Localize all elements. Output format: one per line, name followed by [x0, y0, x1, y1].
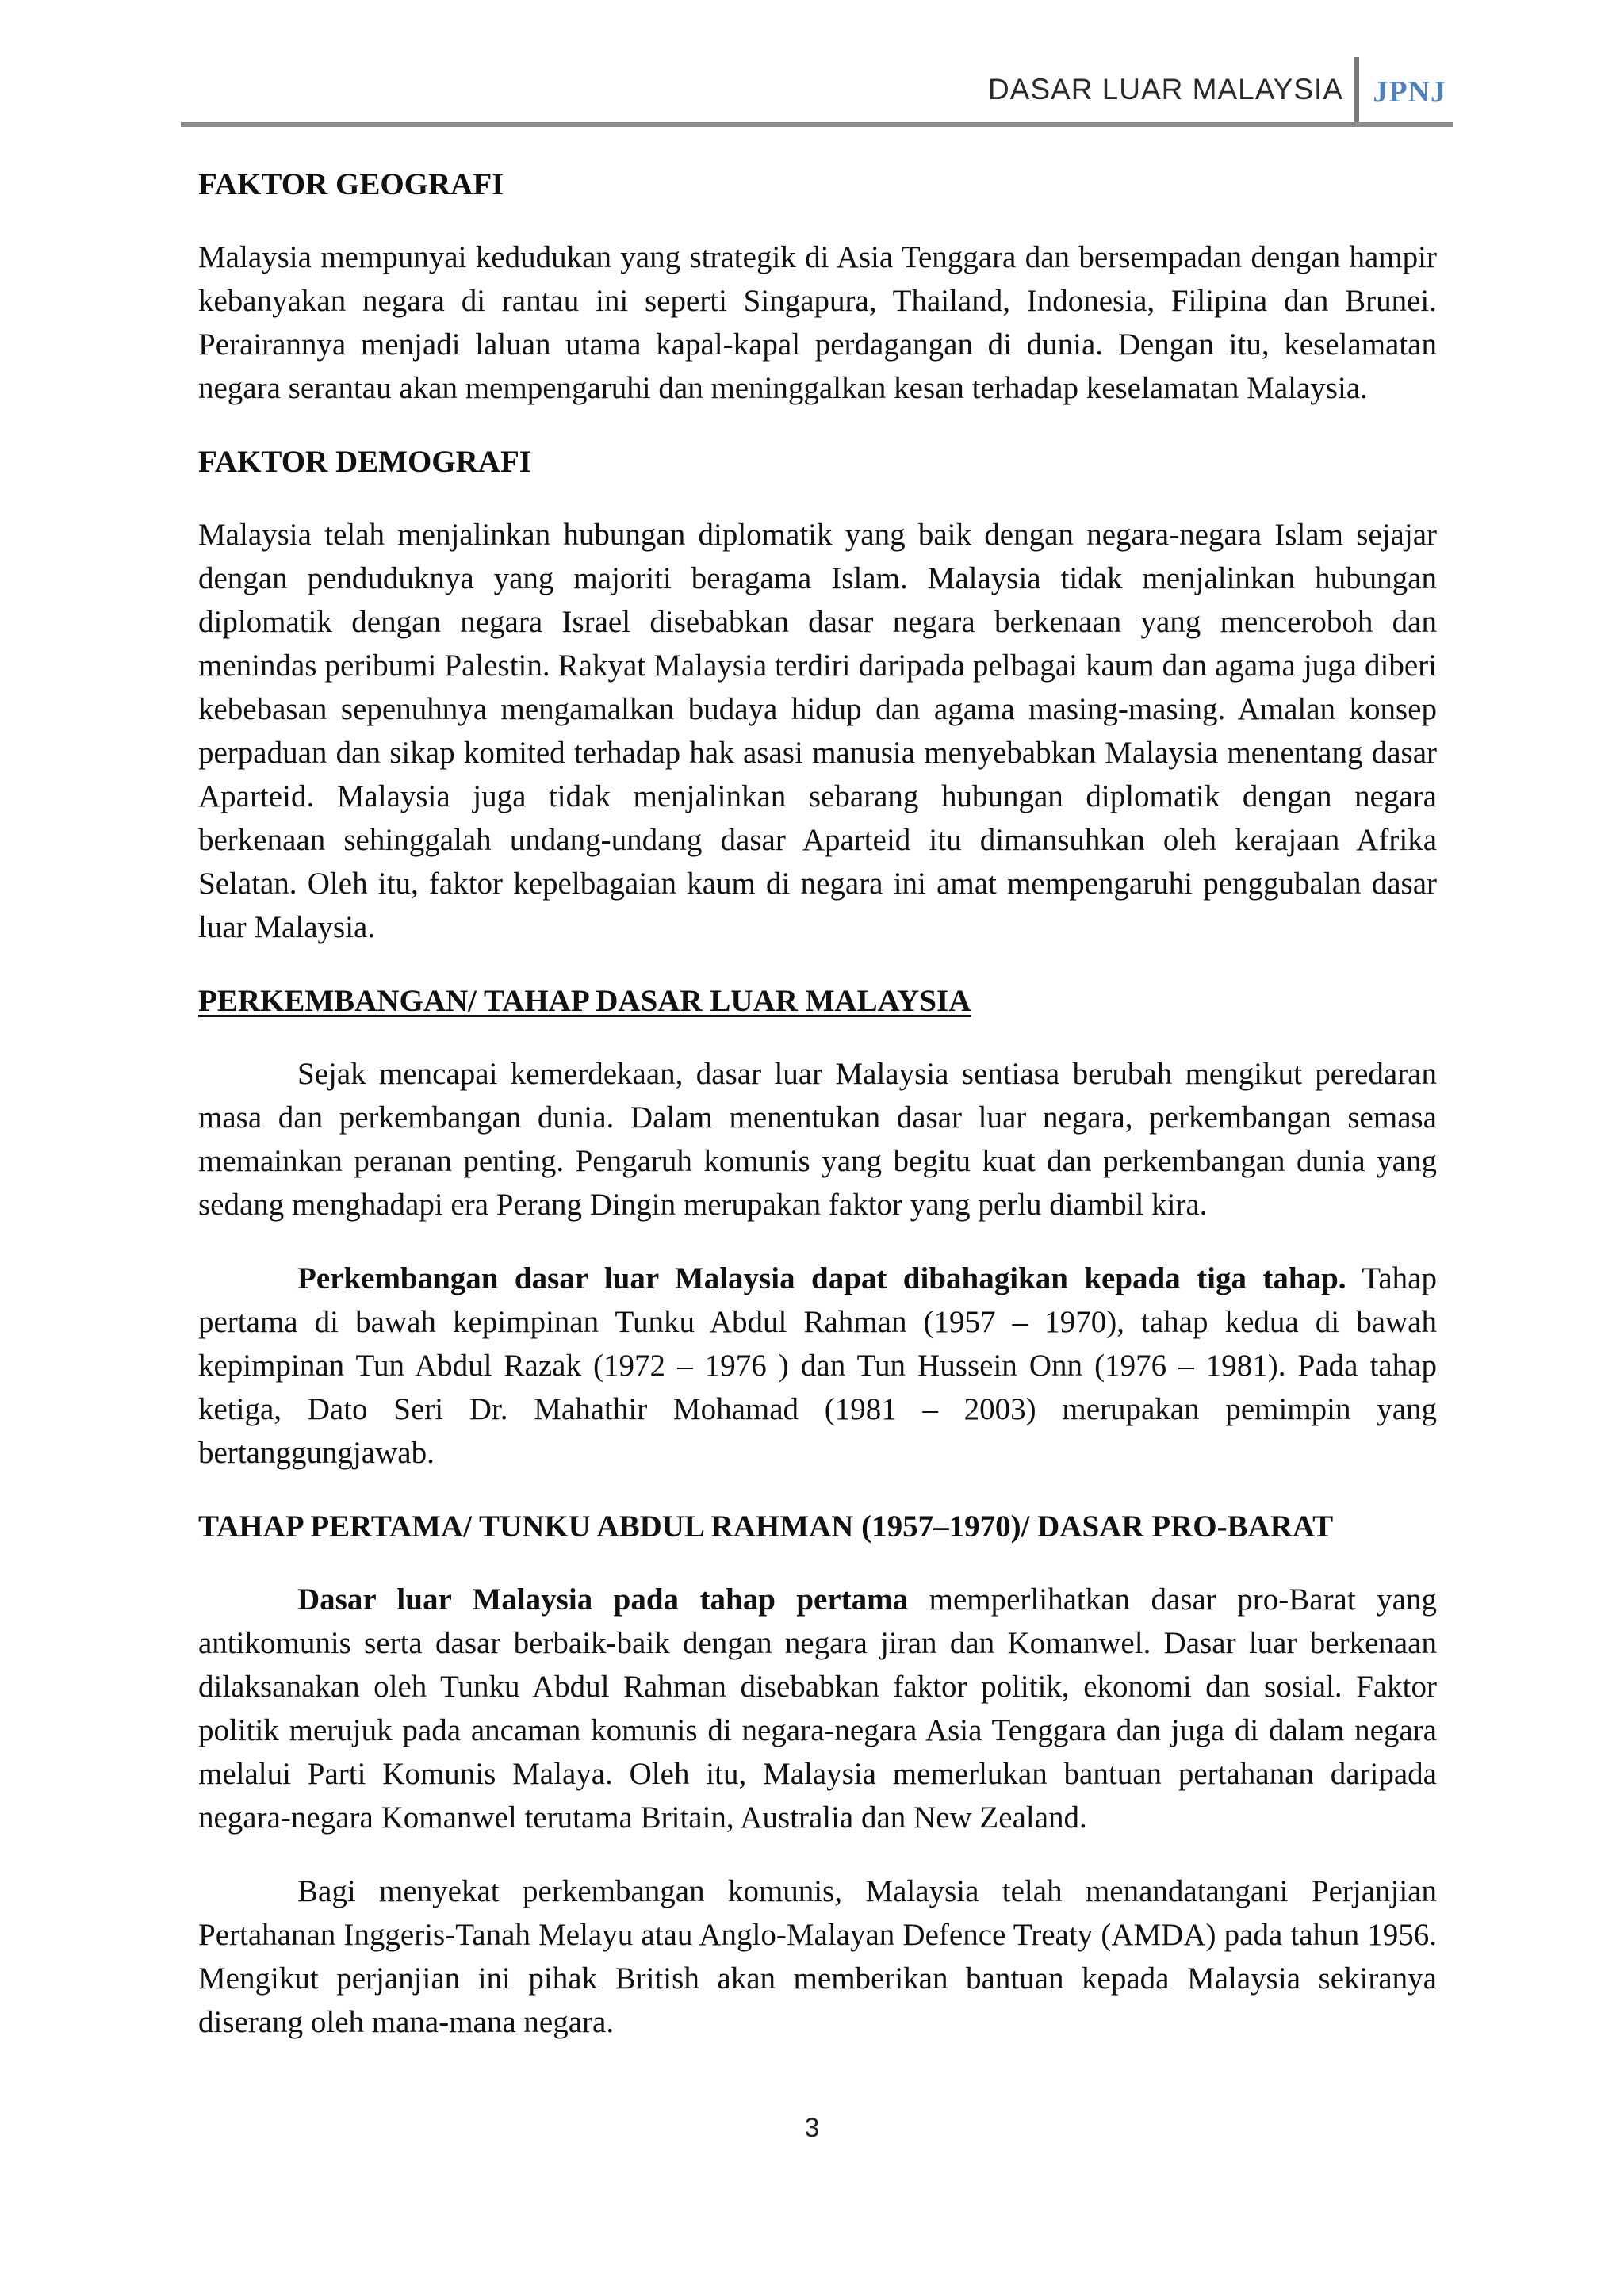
- header-rule: [181, 122, 1453, 127]
- page-header: [181, 57, 1453, 127]
- paragraph-perkembangan-2-rest: Tahap pertama di bawah kepimpinan Tunku Abdul Rahman (1957 – 1970), tahap kedua di bawah kepimpinan Tun Abdul Razak (1972 – 1976 ) dan Tun Hussein Onn (1976 – 1981). Pada tahap ketiga, Dato Seri Dr. Mahathir Mohamad (1981 – 2003) merupakan pemimpin yang bertanggungjawab.: [198, 1261, 1437, 1470]
- paragraph-perkembangan-2: [198, 1257, 1437, 1475]
- header-tag: JPNJ: [1373, 75, 1446, 109]
- header-title: DASAR LUAR MALAYSIA: [987, 73, 1343, 105]
- paragraph-faktor-geografi: Malaysia mempunyai kedudukan yang strategik di Asia Tenggara dan bersempadan dengan hampir kebanyakan negara di rantau ini seperti Singapura, Thailand, Indonesia, Filipina dan Brunei. Perairannya menjadi laluan utama kapal-kapal perdagangan di dunia. Dengan itu, keselamatan negara serantau akan mempengaruhi dan meninggalkan kesan terhadap keselamatan Malaysia.: [198, 240, 1437, 405]
- paragraph-tahap-pertama-1-rest: memperlihatkan dasar pro-Barat yang antikomunis serta dasar berbaik-baik dengan negara jiran dan Komanwel. Dasar luar berkenaan dilaksanakan oleh Tunku Abdul Rahman disebabkan faktor politik, ekonomi dan sosial. Faktor politik merujuk pada ancaman komunis di negara-negara Asia Tenggara dan juga di dalam negara melalui Parti Komunis Malaya. Oleh itu, Malaysia memerlukan bantuan pertahanan daripada negara-negara Komanwel terutama Britain, Australia dan New Zealand.: [198, 1582, 1437, 1835]
- heading-tahap-pertama: TAHAP PERTAMA/ TUNKU ABDUL RAHMAN (1957–1970)/ DASAR PRO-BARAT: [198, 1510, 1334, 1544]
- paragraph-perkembangan-2-bold: Perkembangan dasar luar Malaysia dapat dibahagikan kepada tiga tahap.: [297, 1261, 1346, 1295]
- paragraph-tahap-pertama-1: [198, 1578, 1437, 1839]
- header-divider: [1354, 57, 1359, 122]
- paragraph-perkembangan-1: Sejak mencapai kemerdekaan, dasar luar Malaysia sentiasa berubah mengikut peredaran masa dan perkembangan dunia. Dalam menentukan dasar luar negara, perkembangan semasa memainkan peranan penting. Pengaruh komunis yang begitu kuat dan perkembangan dunia yang sedang menghadapi era Perang Dingin merupakan faktor yang perlu diambil kira.: [198, 1057, 1437, 1222]
- heading-faktor-demografi: FAKTOR DEMOGRAFI: [198, 445, 531, 479]
- document-body: [198, 163, 1437, 2074]
- paragraph-tahap-pertama-1-bold: Dasar luar Malaysia pada tahap pertama: [297, 1582, 909, 1617]
- heading-perkembangan: PERKEMBANGAN/ TAHAP DASAR LUAR MALAYSIA: [198, 984, 971, 1018]
- page-number: 3: [804, 2113, 820, 2143]
- paragraph-tahap-pertama-2: Bagi menyekat perkembangan komunis, Malaysia telah menandatangani Perjanjian Pertahanan Inggeris-Tanah Melayu atau Anglo-Malayan Defence Treaty (AMDA) pada tahun 1956. Mengikut perjanjian ini pihak British akan memberikan bantuan kepada Malaysia sekiranya diserang oleh mana-mana negara.: [198, 1874, 1437, 2039]
- paragraph-faktor-demografi: Malaysia telah menjalinkan hubungan diplomatik yang baik dengan negara-negara Islam sejajar dengan penduduknya yang majoriti beragama Islam. Malaysia tidak menjalinkan hubungan diplomatik dengan negara Israel disebabkan dasar negara berkenaan yang menceroboh dan menindas peribumi Palestin. Rakyat Malaysia terdiri daripada pelbagai kaum dan agama juga diberi kebebasan sepenuhnya mengamalkan budaya hidup dan agama masing-masing. Amalan konsep perpaduan dan sikap komited terhadap hak asasi manusia menyebabkan Malaysia menentang dasar Aparteid. Malaysia juga tidak menjalinkan sebarang hubungan diplomatik dengan negara berkenaan sehinggalah undang-undang dasar Aparteid itu dimansuhkan oleh kerajaan Afrika Selatan. Oleh itu, faktor kepelbagaian kaum di negara ini amat mempengaruhi penggubalan dasar luar Malaysia.: [198, 518, 1437, 944]
- heading-faktor-geografi: FAKTOR GEOGRAFI: [198, 167, 504, 201]
